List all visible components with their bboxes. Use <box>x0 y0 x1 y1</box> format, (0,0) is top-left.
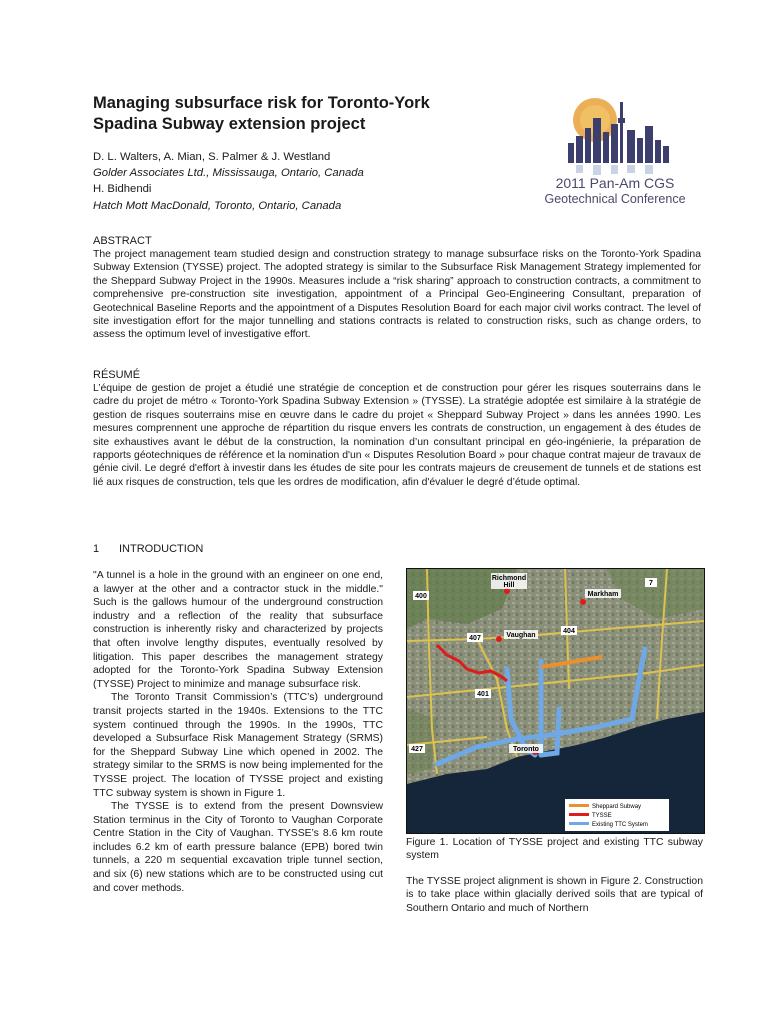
resume-heading: RÉSUMÉ <box>93 369 141 381</box>
intro-paragraph-2: The Toronto Transit Commission’s (TTC’s) underground transit projects started in the 1940s. Extensions to the TTC system continued through the 1990s. In the 1990s, TTC developed a Subsurface Risk Management Strategy (SRMS) for the Sheppard Subway Line which opened in 2002. The strategy similar to the SRMS is now being implemented for the TYSSE project. The location of TYSSE project and existing TTC subway system is shown in Figure 1. <box>93 692 383 799</box>
legend-swatch-sheppard <box>569 804 589 807</box>
shield-427: 427 <box>411 746 423 753</box>
paper-title <box>93 93 523 135</box>
abstract-text: The project management team studied design and construction strategy to manage subsurface risks on the Toronto-York Spadina Subway Extension (TYSSE) project. The adopted strategy is similar to the Subsurface Risk Management Strategy implemented for the Sheppard Subway Project in the 1990s. Measures include a “risk sharing” approach to construction contracts, a commitment to comprehensive pre-construction site investigation, appointment of a Principal Geo-Engineering Consultant, preparation of Geotechnical Baseline Reports and the appointment of a Disputes Resolution Board for each major civil works contract. The level of site investigation effort for the major tunnelling and stations contracts is related to construction risks, such as change orders, to assess the optimum level of investigative effort. <box>93 249 701 341</box>
map-graphic <box>407 569 704 833</box>
map-legend <box>565 799 669 831</box>
author-names-2: H. Bidhendi <box>93 183 152 196</box>
legend-label-sheppard: Sheppard Subway <box>592 804 642 810</box>
label-toronto: Toronto <box>513 746 539 753</box>
abstract-heading: ABSTRACT <box>93 235 152 247</box>
shield-7: 7 <box>649 580 653 587</box>
conference-logo <box>530 88 700 213</box>
legend-label-tysse: TYSSE <box>592 813 612 819</box>
abstract-section <box>93 235 701 342</box>
author-affiliation-1: Golder Associates Ltd., Mississauga, Ontario, Canada <box>93 167 364 180</box>
intro-paragraph-3: The TYSSE is to extend from the present Downsview Station terminus in the City of Toronto to Vaughan Corporate Centre Station in the City of Vaughan. TYSSE’s 8.6 km route includes 6.2 km of earth pressure balance (EPB) bored twin tunnels, a 220 m sequential excavation triple tunnel section, and six (6) new stations which are to be constructed using cut and cover methods. <box>93 801 383 894</box>
logo-line-2: Geotechnical Conference <box>544 192 686 206</box>
figure-1-caption: Figure 1. Location of TYSSE project and existing TTC subway system <box>406 837 703 862</box>
author-block <box>93 149 523 214</box>
shield-404: 404 <box>563 628 575 635</box>
skyline-logo-graphic <box>530 88 700 213</box>
markham-marker <box>580 599 586 605</box>
logo-line-1: 2011 Pan-Am CGS <box>555 175 675 191</box>
author-names-1: D. L. Walters, A. Mian, S. Palmer & J. Westland <box>93 151 331 163</box>
intro-paragraph-1: "A tunnel is a hole in the ground with an engineer on one end, a lawyer at the other and a contractor stuck in the middle." Such is the gallows humour of the underground construction industry and a reflection of the reality that subsurface construction is inherently risky and characterized by projects that often involve lengthy disputes, eventually resolved by litigation. This paper describes the management strategy adopted for the Toronto-York Spadina Subway Extension (TYSSE) Project to minimize and manage subsurface risk. <box>93 570 383 690</box>
shield-400: 400 <box>415 593 427 600</box>
author-affiliation-2: Hatch Mott MacDonald, Toronto, Ontario, Canada <box>93 199 342 212</box>
title-line-2: Spadina Subway extension project <box>93 115 366 133</box>
label-hill: Hill <box>503 582 515 589</box>
resume-section <box>93 369 701 489</box>
resume-text: L’équipe de gestion de projet a étudié une stratégie de conception et de construction pour gérer les risques souterrains dans le cadre du projet de métro « Toronto-York Spadina Subway Extension » (TYSSE). La stratégie adoptée est similaire à la stratégie de gestion de risques souterrains mise en œuvre dans le cadre du projet « Sheppard Subway Project » dans les années 1990. Les mesures comprennent une approche de répartition du risque envers les contrats de construction, un engagement à des études de site exhaustives avant le début de la construction, la nomination d’un consultant principal en géo-ingénierie, la préparation de rapports géotechniques de référence et la nomination d'un « Disputes Resolution Board » pour chaque contrat majeur de travaux de génie civil. Le degré d'effort à investir dans les études de site pour les contrats majeurs de creusement de tunnels et de stations est lié aux risques de construction, tels que les ordres de modification, afin d'évaluer le degré d’étude optimal. <box>93 383 701 488</box>
introduction-heading <box>93 543 203 555</box>
shield-407: 407 <box>469 635 481 642</box>
shield-401: 401 <box>477 691 489 698</box>
legend-swatch-tysse <box>569 813 589 816</box>
section-title: INTRODUCTION <box>119 543 204 555</box>
title-line-1: Managing subsurface risk for Toronto-York <box>93 94 430 112</box>
figure-1-map <box>406 568 705 834</box>
label-vaughan: Vaughan <box>506 632 536 639</box>
right-column-paragraph: The TYSSE project alignment is shown in Figure 2. Construction is to take place within glacially derived soils that are typical of Southern Ontario and much of Northern <box>406 876 703 914</box>
introduction-body <box>93 569 383 895</box>
vaughan-marker <box>496 636 502 642</box>
legend-swatch-ttc <box>569 822 589 825</box>
section-number: 1 <box>93 543 100 555</box>
label-markham: Markham <box>587 591 619 598</box>
legend-label-ttc: Existing TTC System <box>592 822 648 828</box>
label-richmond: Richmond <box>491 575 527 582</box>
